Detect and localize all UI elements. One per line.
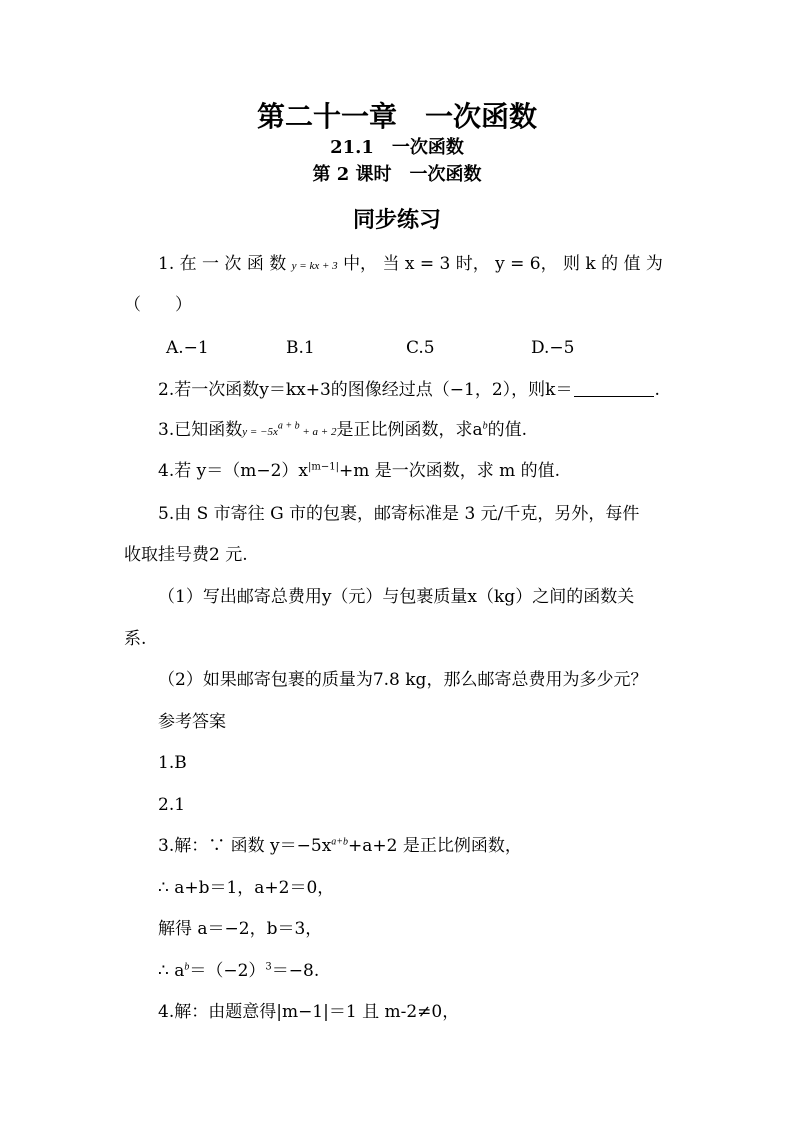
question-3 xyxy=(158,418,527,444)
q3-function-tail: + a + 2 xyxy=(299,426,337,438)
a3-line1-rest: +a+2 是正比例函数， xyxy=(348,836,522,856)
q4-exponent: |m−1| xyxy=(308,461,339,473)
q3-rest: 是正比例函数，求a xyxy=(336,420,483,440)
section-title: 21.1 一次函数 xyxy=(330,137,464,158)
q3-rest-tail: 的值. xyxy=(487,420,528,440)
question-5-part-1-line-1: （1）写出邮寄总费用y（元）与包裹质量x（kg）之间的函数关 xyxy=(158,587,635,607)
practice-heading: 同步练习 xyxy=(352,207,441,233)
answers-heading: 参考答案 xyxy=(158,712,226,732)
answer-3-line-1 xyxy=(158,834,522,858)
answer-1: 1.B xyxy=(158,753,187,773)
a3-line4-exponent-2: 3 xyxy=(265,961,272,973)
answer-4-line-1: 4.解：由题意得|m−1|＝1 且 m-2≠0， xyxy=(158,1002,460,1022)
a3-line4-rest: ＝−8. xyxy=(271,961,320,981)
q2-tail: . xyxy=(654,380,660,400)
question-1 xyxy=(158,252,663,278)
q1-rest: 中， 当 x = 3 时， y = 6， 则 k 的 值 为 xyxy=(343,254,663,274)
lesson-title: 第 2 课时 一次函数 xyxy=(312,164,482,185)
q2-text: 2.若一次函数y＝kx+3的图像经过点（−1，2），则k＝ xyxy=(158,380,573,400)
q3-function-exponent: a + b xyxy=(277,420,300,432)
q1-option-d: D.−5 xyxy=(531,338,575,358)
q4-prefix: 4.若 y＝（m−2）x xyxy=(158,461,308,481)
answer-3-line-2: ∴ a+b＝1，a+2＝0， xyxy=(158,878,335,898)
q4-rest: +m 是一次函数，求 m 的值. xyxy=(338,461,561,481)
q1-option-c: C.5 xyxy=(406,338,435,358)
a3-line4-prefix: ∴ a xyxy=(158,961,185,981)
answer-3-line-3: 解得 a＝−2，b＝3， xyxy=(158,919,323,939)
a3-line1-prefix: 3.解：∵ 函数 y＝−5x xyxy=(158,836,332,856)
q3-prefix: 3.已知函数 xyxy=(158,420,243,440)
q1-option-b: B.1 xyxy=(286,338,315,358)
answer-2: 2.1 xyxy=(158,795,186,815)
q1-answer-parentheses: （ ） xyxy=(124,295,192,315)
question-5-part-1-line-2: 系. xyxy=(124,629,147,649)
answer-3-line-4 xyxy=(158,959,319,983)
q1-option-a: A.−1 xyxy=(166,338,209,358)
a3-line4-mid: ＝（−2） xyxy=(189,961,266,981)
q2-blank xyxy=(574,380,654,397)
q3-function: y = −5x xyxy=(242,426,278,438)
a3-line1-exponent: a+b xyxy=(331,836,349,848)
a3-line4-exponent: b xyxy=(184,961,190,973)
question-5-line-2: 收取挂号费2 元. xyxy=(124,545,248,565)
question-2 xyxy=(158,378,660,402)
question-4 xyxy=(158,459,560,483)
q1-function: y = kx + 3 xyxy=(291,260,338,272)
chapter-title: 第二十一章 一次函数 xyxy=(256,100,537,133)
q1-prefix: 1. 在 一 次 函 数 xyxy=(158,254,287,274)
question-5-line-1: 5.由 S 市寄往 G 市的包裹，邮寄标准是 3 元/千克，另外，每件 xyxy=(158,504,640,524)
question-5-part-2: （2）如果邮寄包裹的质量为7.8 kg，那么邮寄总费用为多少元？ xyxy=(158,670,648,690)
q3-rest-exponent: b xyxy=(482,420,488,432)
